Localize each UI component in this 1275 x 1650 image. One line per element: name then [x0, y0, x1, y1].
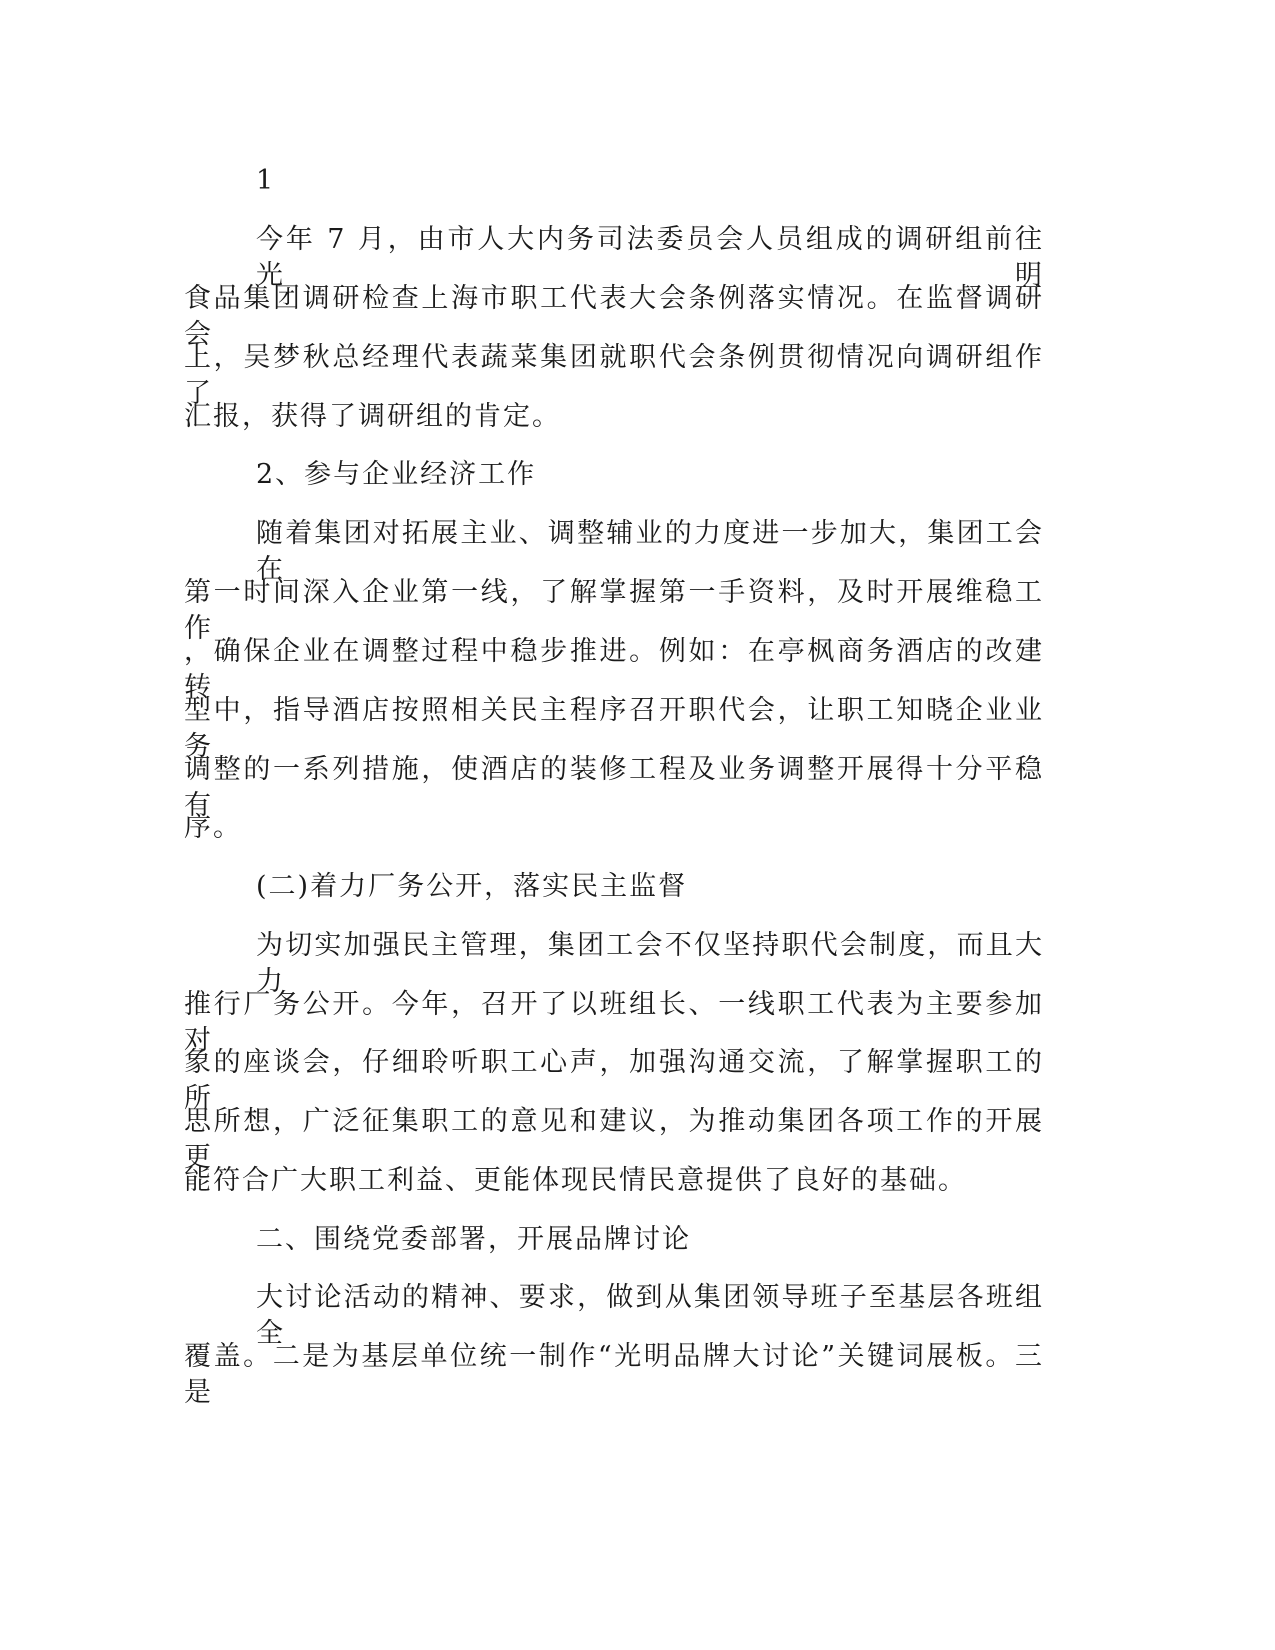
- paragraph-line: 象的座谈会，仔细聆听职工心声，加强沟通交流，了解掌握职工的所: [184, 1047, 1044, 1114]
- paragraph-line: 汇报，获得了调研组的肯定。: [184, 401, 561, 432]
- paragraph-line: 第一时间深入企业第一线，了解掌握第一手资料，及时开展维稳工作: [184, 577, 1044, 644]
- section-heading: 2、参与企业经济工作: [256, 459, 537, 490]
- paragraph-line: 覆盖。二是为基层单位统一制作“光明品牌大讨论”关键词展板。三是: [184, 1341, 1044, 1408]
- section-heading: 二、围绕党委部署，开展品牌讨论: [256, 1224, 691, 1255]
- paragraph-line: 为切实加强民主管理，集团工会不仅坚持职代会制度，而且大力: [256, 930, 1044, 997]
- paragraph-line: 随着集团对拓展主业、调整辅业的力度进一步加大，集团工会在: [256, 518, 1044, 585]
- paragraph-line: 食品集团调研检查上海市职工代表大会条例落实情况。在监督调研会: [184, 283, 1044, 350]
- paragraph-line: 推行厂务公开。今年，召开了以班组长、一线职工代表为主要参加对: [184, 989, 1044, 1056]
- section-heading: (二)着力厂务公开，落实民主监督: [256, 871, 688, 902]
- paragraph-line: 型中，指导酒店按照相关民主程序召开职代会，让职工知晓企业业务: [184, 695, 1044, 762]
- page-number: 1: [256, 165, 276, 196]
- paragraph-line: ，确保企业在调整过程中稳步推进。例如：在亭枫商务酒店的改建转: [184, 636, 1044, 703]
- paragraph-line: 调整的一系列措施，使酒店的装修工程及业务调整开展得十分平稳有: [184, 754, 1044, 821]
- paragraph-line: 上，吴梦秋总经理代表蔬菜集团就职代会条例贯彻情况向调研组作了: [184, 342, 1044, 409]
- paragraph-line: 今年 7 月，由市人大内务司法委员会人员组成的调研组前往光明: [256, 224, 1044, 291]
- paragraph-line: 大讨论活动的精神、要求，做到从集团领导班子至基层各班组全: [256, 1282, 1044, 1349]
- paragraph-line: 能符合广大职工利益、更能体现民情民意提供了良好的基础。: [184, 1165, 967, 1196]
- paragraph-line: 序。: [184, 812, 242, 843]
- paragraph-line: 思所想，广泛征集职工的意见和建议，为推动集团各项工作的开展更: [184, 1106, 1044, 1173]
